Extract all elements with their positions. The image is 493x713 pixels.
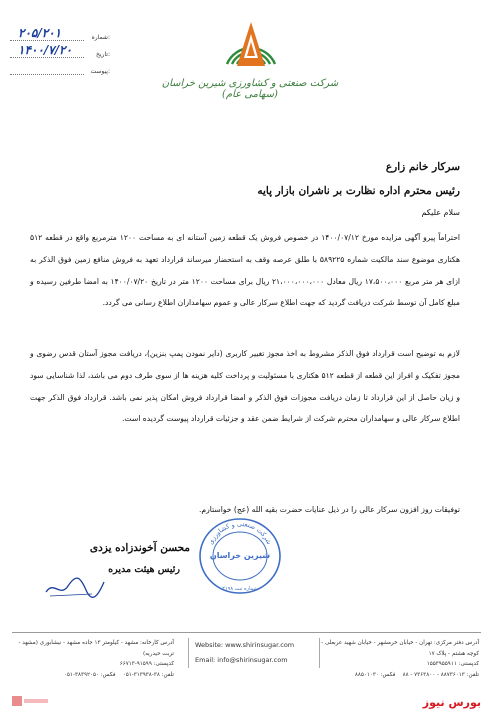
- head-office-postal-code: کدپستی: ۱۵۵۳۹۵۵۹۱۱: [426, 661, 479, 667]
- head-office-fax: فکس: ۸۸۵۰۱۰۳۰: [354, 671, 396, 678]
- handwritten-signature: [40, 572, 110, 602]
- recipient-block: [30, 155, 460, 203]
- letter-date: ۱۴۰۰/۷/۲۰: [18, 43, 72, 57]
- attachment-label: پیوست:: [90, 68, 110, 75]
- date-row: [10, 45, 110, 62]
- body-paragraph-1: احتراماً پیرو آگهی مزایده مورخ ۱۴۰۰/۰۷/۱۲ در خصوص فروش یک قطعه زمین آستانه ای به مساحت ۱۲۰۰ مترمربع واقع در قطعه ۵۱۲ هکتاری موضوع سند مالکیت شماره ۵۸۹۲۲۵ با طلق عرصه وقف به استحضار میرساند قرارداد تعهد به فروش منافع زمین فوق الذکر به ازای هر متر مربع ۱۷،۵۰۰،۰۰۰ ریال معادل ۲۱،۰۰۰،۰۰۰،۰۰۰ ریال برای مساحت ۱۲۰۰ متر در تاریخ ۱۴۰۰/۰۷/۲۰ به امضا طرفین رسیده و مبلغ کامل آن توسط شرکت دریافت گردید که جهت اطلاع سرکار عالی و عموم سهامداران اطلاع رسانی می گردد.: [30, 233, 461, 308]
- letter-number: ۲۰۵/۲۰۱: [18, 26, 62, 40]
- recipient-title: رئیس محترم اداره نظارت بر ناشران بازار پایه: [257, 185, 460, 197]
- source-brand-label: بورس نیوز: [422, 696, 481, 709]
- number-label: شماره:: [91, 34, 110, 41]
- signature-block: [40, 542, 190, 602]
- head-office-phone: تلفن: ۸۸۷۳۶۰۱۳ - ۷۳۶۳۸۰۰ - ۸۸: [402, 671, 479, 678]
- email-link[interactable]: Email: info@shirinsugar.com: [195, 656, 288, 664]
- stamp-ring-text: شرکت صنعتی و کشاورزی: [206, 519, 274, 546]
- stamp-center-text: شیرین خراسان: [209, 551, 271, 560]
- svg-text:شرکت صنعتی و کشاورزی: [207, 520, 274, 546]
- recipient-name: سرکار خانم زارع: [385, 161, 460, 173]
- signatory-title: رئیس هیئت مدیره: [108, 564, 180, 575]
- factory-fax: فکس: ۳۸۳۹۲۰۵۰-۰۵۱: [63, 671, 116, 678]
- letter-reference-block: [10, 28, 110, 79]
- head-office-contact: [309, 638, 479, 680]
- stamp-registration-text: شماره ثبت ۲۱۹۸: [222, 586, 258, 592]
- factory-postal-code: کدپستی: ۹۱۵۹۹-۶۶۷۱۳: [119, 661, 174, 667]
- head-office-address: آدرس دفتر مرکزی: تهران - خیابان خرمشهر - خیابان شهید عربعلی - کوچه هشتم - پلاک ۱۷: [321, 640, 479, 657]
- factory-contact: [14, 638, 174, 680]
- attachment-row: [10, 62, 110, 79]
- greeting: سلام علیکم: [421, 208, 460, 217]
- watermark-logo: [10, 693, 50, 709]
- company-logo: [221, 12, 281, 72]
- company-stamp: [196, 512, 284, 600]
- factory-address: آدرس کارخانه: مشهد - کیلومتر ۱۳ جاده مشهد - نیشابوری (مشهد - تربت حیدریه): [18, 640, 174, 657]
- date-label: تاریخ:: [96, 51, 110, 58]
- signatory-name: محسن آخوندزاده یزدی: [89, 542, 190, 554]
- footer-divider: [12, 632, 481, 633]
- factory-phone: تلفن: ۳۸-۳۱۳۹۳۸-۰۵۱: [122, 671, 174, 678]
- web-contact: [188, 638, 320, 668]
- closing-line: توفیقات روز افزون سرکار عالی را در ذیل عنایات حضرت بقیه الله (عج) خواستارم.: [198, 505, 460, 514]
- website-link[interactable]: Website: www.shirinsugar.com: [195, 641, 295, 649]
- body-paragraph-2: لازم به توضیح است قرارداد فوق الذکر مشروط به اخذ مجوز تغییر کاربری (دایر نمودن پمپ بنزین)، دریافت مجوز آستان قدس رضوی و مجوز تفکیک و افراز این قطعه از قطعه ۵۱۲ هکتاری با مسئولیت و پرداخت کلیه هزینه ها از سوی طرف دوم می باشد، لذا شناسایی سود و زیان حاصل از این قرارداد تا زمان دریافت مجوزات فوق الذکر و امضا قرارداد فروش امکان پذیر نمی باشد. قرارداد فوق الذکر جهت اطلاع سرکار عالی و سهامداران محترم شرکت از شرایط ضمن عقد و جزئیات قرارداد پیوست گردیده است.: [30, 349, 460, 424]
- company-name: شرکت صنعتی و کشاورزی شیرین خراسان (سهامی عام): [161, 78, 339, 100]
